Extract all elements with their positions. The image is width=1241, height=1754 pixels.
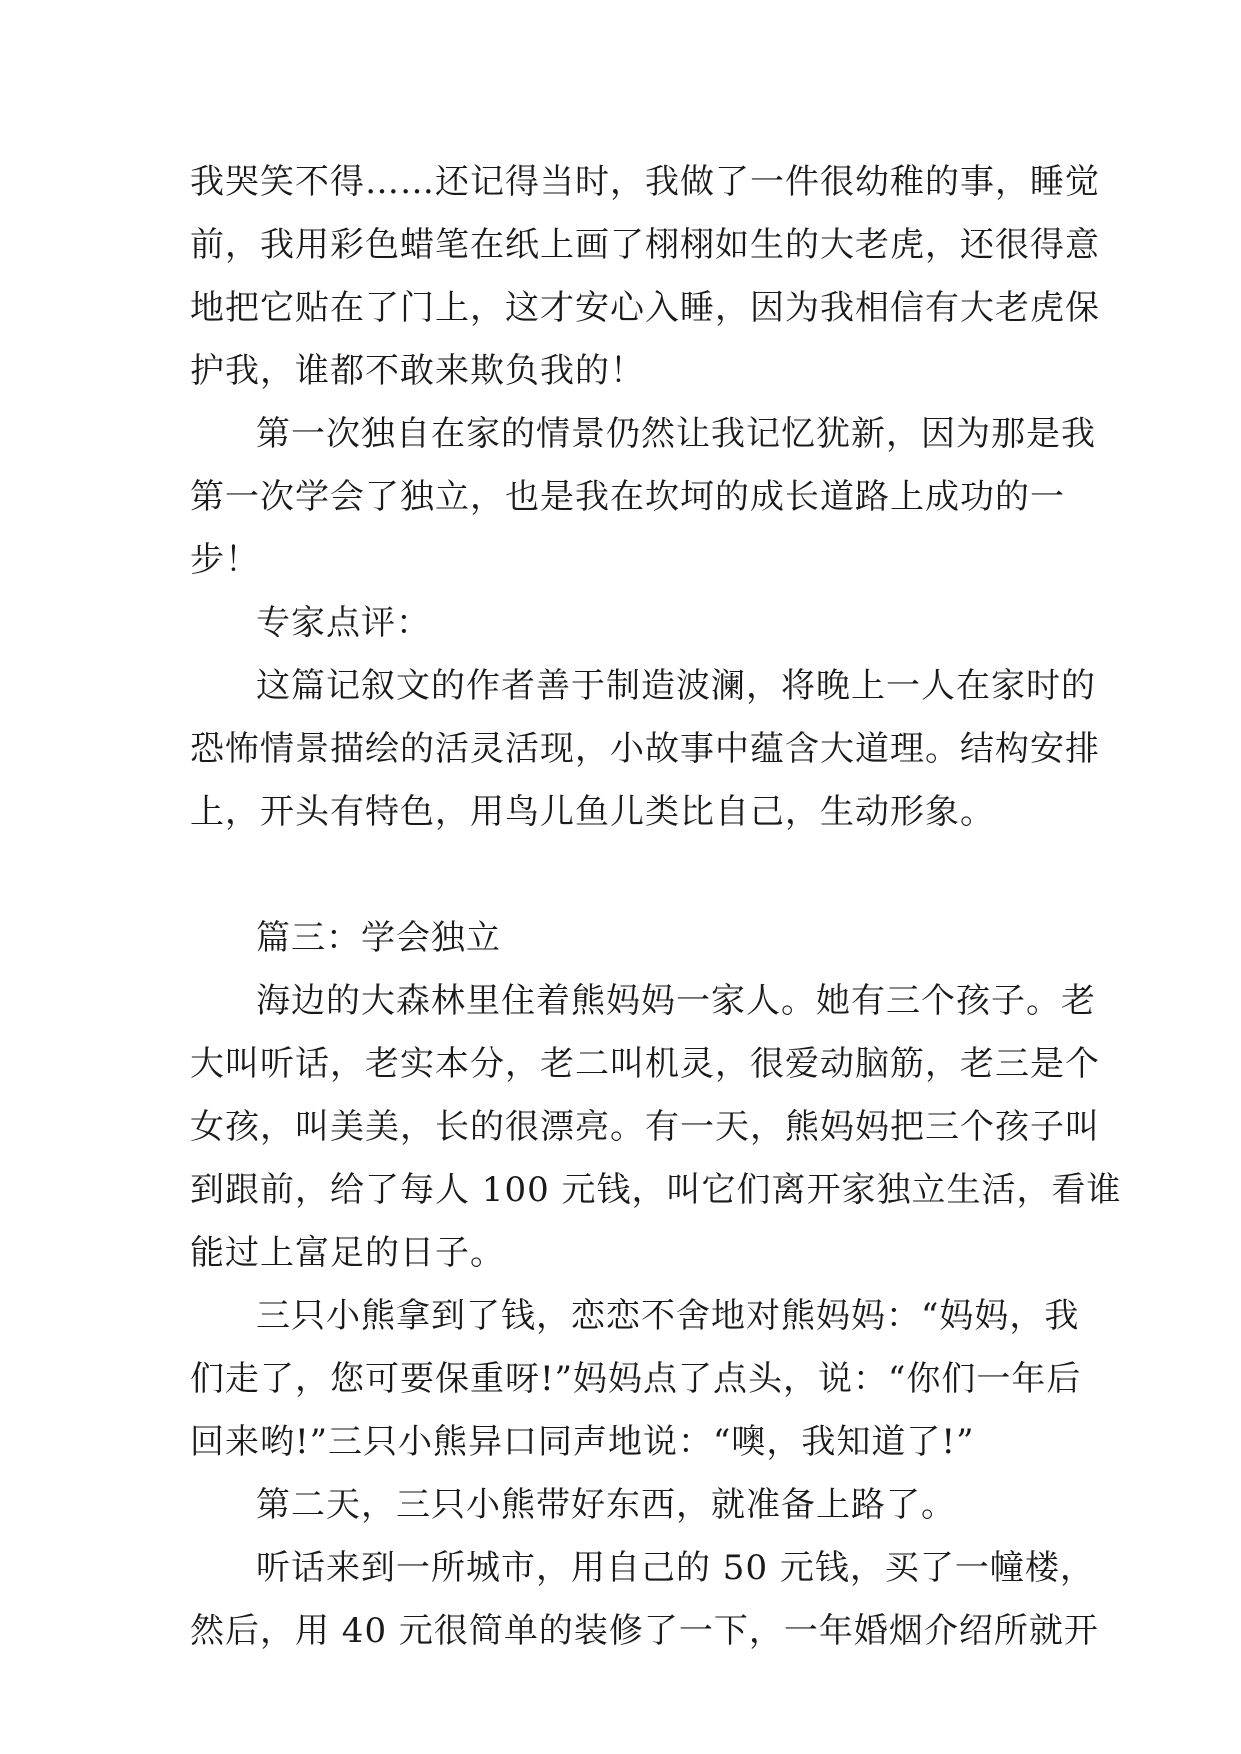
paragraph bbox=[190, 1537, 1099, 1663]
paragraph bbox=[190, 970, 1122, 1285]
text-line: 恐怖情景描绘的活灵活现，小故事中蕴含大道理。结构安排 bbox=[190, 729, 1100, 769]
paragraph bbox=[190, 1285, 1082, 1474]
text-line: 女孩，叫美美，长的很漂亮。有一天，熊妈妈把三个孩子叫 bbox=[190, 1107, 1100, 1147]
text-line: 回来哟!”三只小熊异口同声地说：“噢，我知道了!” bbox=[190, 1422, 975, 1462]
paragraph bbox=[190, 1474, 1060, 1537]
text-line: 这篇记叙文的作者善于制造波澜，将晚上一人在家时的 bbox=[256, 666, 1096, 706]
text-line: 然后，用 40 元很简单的装修了一下，一年婚烟介绍所就开 bbox=[190, 1611, 1099, 1651]
text-line: 第二天，三只小熊带好东西，就准备上路了。 bbox=[256, 1485, 956, 1525]
section-heading bbox=[190, 592, 1060, 655]
text-line: 地把它贴在了门上，这才安心入睡，因为我相信有大老虎保 bbox=[190, 288, 1100, 328]
text-line: 篇三：学会独立 bbox=[256, 918, 501, 958]
document-body bbox=[190, 151, 1122, 1663]
text-line: 大叫听话，老实本分，老二叫机灵，很爱动脑筋，老三是个 bbox=[190, 1044, 1100, 1084]
paragraph bbox=[190, 655, 1100, 844]
text-line: 第一次独自在家的情景仍然让我记忆犹新，因为那是我 bbox=[256, 414, 1096, 454]
paragraph bbox=[190, 403, 1096, 592]
text-line: 们走了，您可要保重呀!”妈妈点了点头，说：“你们一年后 bbox=[190, 1359, 1082, 1399]
text-line: 能过上富足的日子。 bbox=[190, 1233, 505, 1273]
section-title bbox=[190, 907, 1060, 970]
text-line: 三只小熊拿到了钱，恋恋不舍地对熊妈妈：“妈妈，我 bbox=[256, 1296, 1080, 1336]
text-line: 专家点评： bbox=[256, 603, 431, 643]
text-line: 我哭笑不得……还记得当时，我做了一件很幼稚的事，睡觉 bbox=[190, 162, 1100, 202]
text-line: 到跟前，给了每人 100 元钱，叫它们离开家独立生活，看谁 bbox=[190, 1170, 1122, 1210]
blank-line bbox=[190, 844, 1060, 907]
text-line: 海边的大森林里住着熊妈妈一家人。她有三个孩子。老 bbox=[256, 981, 1096, 1021]
text-line: 步！ bbox=[190, 540, 260, 580]
text-line: 第一次学会了独立，也是我在坎坷的成长道路上成功的一 bbox=[190, 477, 1065, 517]
text-line: 护我，谁都不敢来欺负我的！ bbox=[190, 351, 645, 391]
paragraph bbox=[190, 151, 1100, 403]
text-line: 上，开头有特色，用鸟儿鱼儿类比自己，生动形象。 bbox=[190, 792, 995, 832]
text-line: 听话来到一所城市，用自己的 50 元钱，买了一幢楼， bbox=[256, 1548, 1095, 1588]
text-line: 前，我用彩色蜡笔在纸上画了栩栩如生的大老虎，还很得意 bbox=[190, 225, 1100, 265]
